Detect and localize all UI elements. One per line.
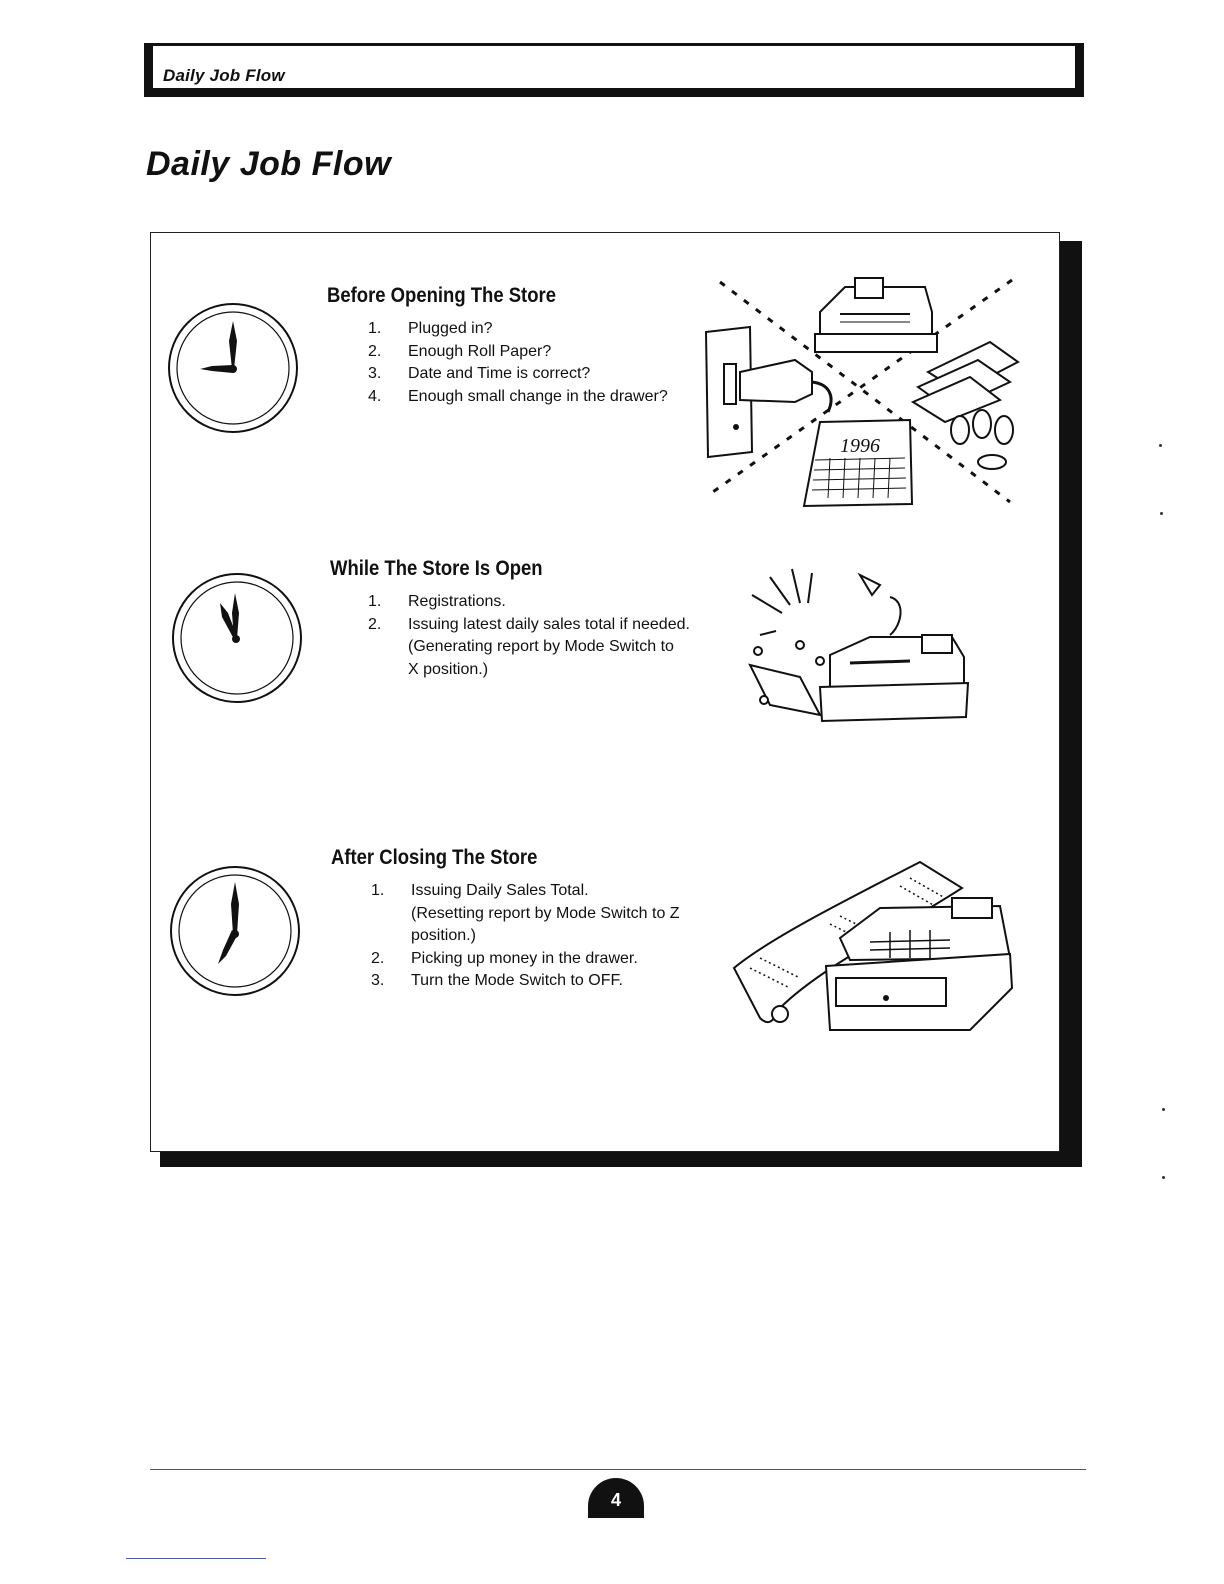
list-item: 3. Turn the Mode Switch to OFF. <box>371 972 623 989</box>
page-title: Daily Job Flow <box>146 145 392 183</box>
roll-paper-icon <box>913 342 1018 422</box>
before-opening-illustration <box>700 272 1030 508</box>
list-item: 1. Issuing Daily Sales Total. <box>371 882 589 899</box>
footnote-divider <box>126 1558 266 1559</box>
cash-register-icon <box>815 278 937 352</box>
scan-speck <box>1159 444 1162 447</box>
clock-icon <box>168 864 302 998</box>
list-item: 2. Picking up money in the drawer. <box>371 949 638 967</box>
coins-icon <box>951 410 1013 469</box>
scan-speck <box>1160 512 1163 515</box>
svg-text:1996: 1996 <box>840 435 880 457</box>
while-open-list <box>368 591 690 681</box>
list-item: 3. Date and Time is correct? <box>368 365 591 382</box>
list-item: 4. Enough small change in the drawer? <box>368 387 668 405</box>
calendar-icon <box>804 420 912 506</box>
clock-icon <box>166 301 300 435</box>
section-title-while-open: While The Store Is Open <box>330 557 543 580</box>
clock-icon <box>170 571 304 705</box>
after-closing-illustration <box>730 858 1020 1036</box>
list-item: 2. Issuing latest daily sales total if needed. <box>368 615 690 633</box>
power-plug-icon <box>706 327 831 457</box>
before-opening-list <box>368 318 668 408</box>
scan-speck <box>1162 1176 1165 1179</box>
list-note: (Resetting report by Mode Switch to Z <box>411 904 680 922</box>
list-item: 2. Enough Roll Paper? <box>368 342 552 360</box>
list-item: 1. Plugged in? <box>368 320 493 337</box>
footer-divider <box>150 1469 1086 1470</box>
section-title-before-opening: Before Opening The Store <box>327 284 556 307</box>
header-label: Daily Job Flow <box>163 66 285 85</box>
list-note: position.) <box>411 927 476 944</box>
cash-register-icon <box>820 635 968 721</box>
list-item: 1. Registrations. <box>368 593 506 610</box>
header-bar <box>144 43 1084 97</box>
section-title-after-closing: After Closing The Store <box>331 846 538 869</box>
list-note: (Generating report by Mode Switch to <box>408 638 674 655</box>
while-open-illustration <box>730 565 970 730</box>
page-number: 4 <box>588 1478 644 1518</box>
after-closing-list <box>371 880 680 993</box>
list-note: X position.) <box>408 660 489 678</box>
scan-speck <box>1162 1108 1165 1111</box>
